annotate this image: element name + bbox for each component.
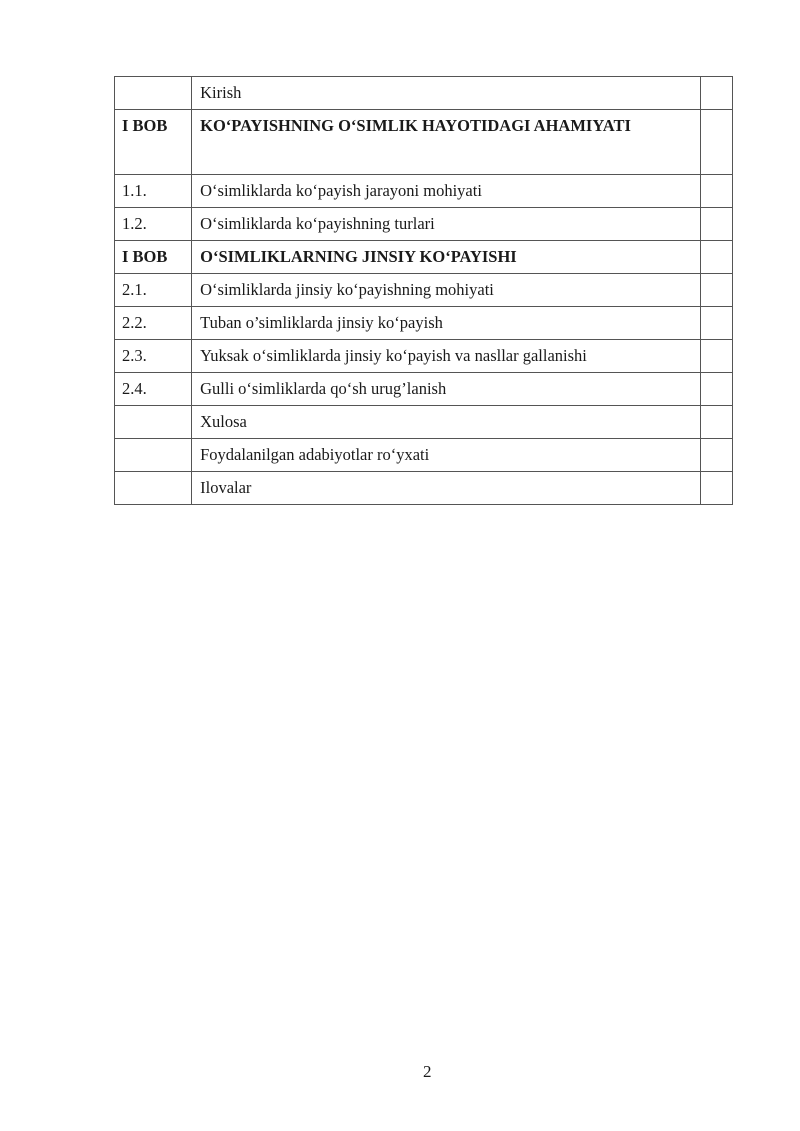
toc-row-page (701, 208, 733, 241)
toc-row-page (701, 406, 733, 439)
toc-row-page (701, 77, 733, 110)
toc-row-number (115, 472, 192, 505)
toc-row (115, 274, 733, 307)
toc-row (115, 439, 733, 472)
toc-chapter-row (115, 241, 733, 274)
toc-row-number (115, 439, 192, 472)
toc-row-number: 2.3. (115, 340, 192, 373)
toc-row-title: Tuban o’simliklarda jinsiy ko‘payish (192, 307, 701, 340)
toc-row-title: Yuksak o‘simliklarda jinsiy ko‘payish va nasllar gallanishi (192, 340, 701, 373)
toc-row-title: KO‘PAYISHNING O‘SIMLIK HAYOTIDAGI AHAMIYATI (192, 110, 701, 175)
table-of-contents (114, 76, 733, 505)
toc-row-page (701, 472, 733, 505)
toc-row (115, 307, 733, 340)
toc-row-title: O‘SIMLIKLARNING JINSIY KO‘PAYISHI (192, 241, 701, 274)
toc-row-title: Foydalanilgan adabiyotlar ro‘yxati (192, 439, 701, 472)
toc-row-number (115, 77, 192, 110)
toc-row-page (701, 307, 733, 340)
toc-row-title: Kirish (192, 77, 701, 110)
toc-row-number: 2.4. (115, 373, 192, 406)
toc-row-title: Ilovalar (192, 472, 701, 505)
toc-row-title: Gulli o‘simliklarda qo‘sh urug’lanish (192, 373, 701, 406)
toc-row (115, 77, 733, 110)
toc-row (115, 472, 733, 505)
toc-row (115, 340, 733, 373)
toc-row-page (701, 439, 733, 472)
toc-row-page (701, 274, 733, 307)
toc-row-number: 1.2. (115, 208, 192, 241)
toc-row-page (701, 340, 733, 373)
toc-row (115, 373, 733, 406)
toc-row-number: 1.1. (115, 175, 192, 208)
toc-row-number (115, 406, 192, 439)
toc-row (115, 175, 733, 208)
toc-row-page (701, 175, 733, 208)
toc-row-page (701, 241, 733, 274)
toc-chapter-row (115, 110, 733, 175)
toc-row-title: O‘simliklarda jinsiy ko‘payishning mohiyati (192, 274, 701, 307)
toc-row-number: 2.1. (115, 274, 192, 307)
toc-row-number: 2.2. (115, 307, 192, 340)
toc-row-title: Xulosa (192, 406, 701, 439)
toc-row-title: O‘simliklarda ko‘payishning turlari (192, 208, 701, 241)
toc-row-number: I BOB (115, 241, 192, 274)
toc-row (115, 208, 733, 241)
toc-row (115, 406, 733, 439)
page-number: 2 (423, 1062, 432, 1081)
toc-row-number: I BOB (115, 110, 192, 175)
toc-row-page (701, 110, 733, 175)
toc-row-page (701, 373, 733, 406)
toc-row-title: O‘simliklarda ko‘payish jarayoni mohiyati (192, 175, 701, 208)
